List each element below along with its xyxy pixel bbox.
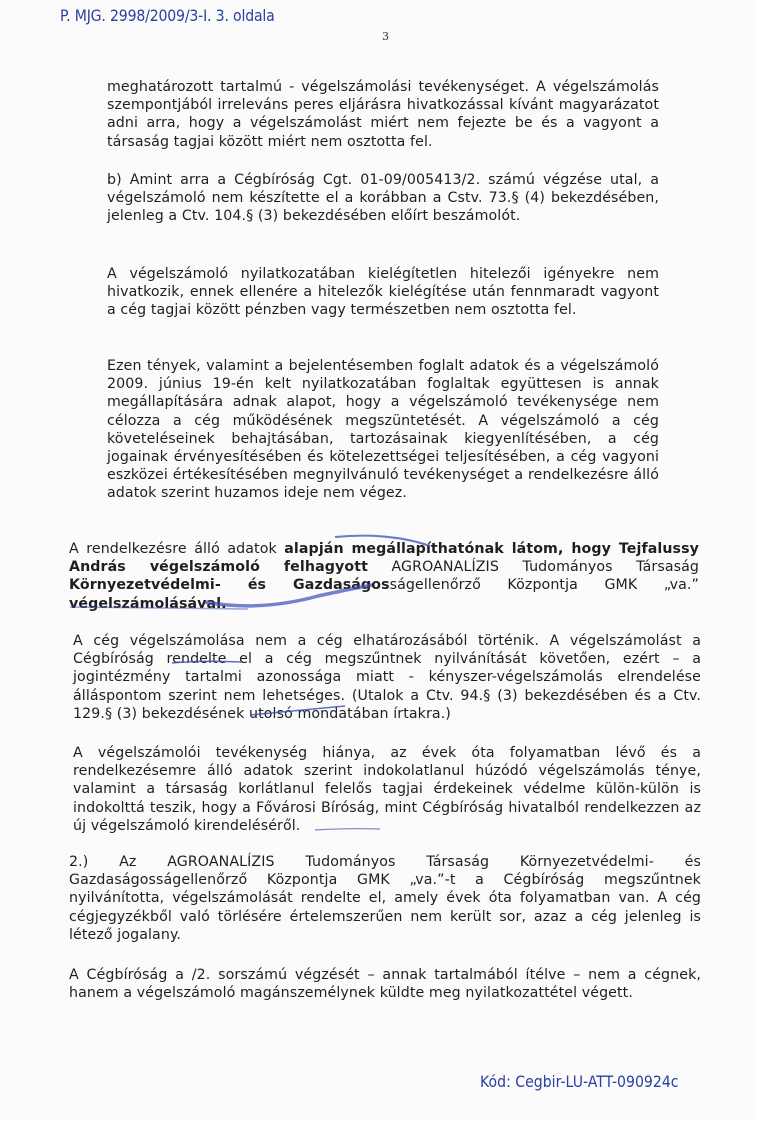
paragraph-5-text-b: AGROANALÍZIS Tudományos Társaság [367,559,700,576]
case-number-stamp: P. MJG. 2998/2009/3-I. 3. oldala [60,6,275,25]
paragraph-2: b) Amint arra a Cégbíróság Cgt. 01-09/005413/2. számú végzése utal, a végelszámoló nem készítette el a korábban a Cstv. 73.§ (4) bekezdésében, jelenleg a Ctv. 104.§ (3) bekezdésében előírt beszámolót. [107,172,659,225]
paragraph-5-bold-b: Környezetvédelmi- és Gazdaságos [69,577,390,594]
paragraph-8: 2.) Az AGROANALÍZIS Tudományos Társaság Környezetvédelmi- és Gazdaságosságellenőrző Központja GMK „va.”-t a Cégbíróság megszűntnek nyilvánította, végelszámolását rendelte el, amely évek óta folyamatban van. A cég cégjegyzékből való törlésére értelemszerűen nem került sor, azaz a cég jelenleg is létező jogalany. [69,854,701,943]
paragraph-9: A Cégbíróság a /2. sorszámú végzését – annak tartalmából ítélve – nem a cégnek, hanem a végelszámoló magánszemélynek küldte meg nyilatkozattétel végett. [69,967,701,1002]
paragraph-4: Ezen tények, valamint a bejelentésemben foglalt adatok és a végelszámoló 2009. június 19-én kelt nyilatkozatában foglaltak együttesen is annak megállapítására adnak alapot, hogy a végelszámoló tevékenysége nem célozza a cég működésének megszüntetését. A végelszámoló a cég követeléseinek behajtásában, tartozásainak kiegyenlítésében, a cég jogainak érvényesítésében és kötelezettségei teljesítésében, a cég vagyoni eszközei értékesítésében megnyilvánuló tevékenységet a rendelkezésre álló adatok szerint huzamos ideje nem végez. [107,358,659,502]
paragraph-5-conclusion [69,540,699,613]
paragraph-7: A végelszámolói tevékenység hiánya, az évek óta folyamatban lévő és a rendelkezésemre álló adatok szerint indokolatlanul húzódó végelszámolás ténye, valamint a társaság korlátlanul felelős tagjai érdekeinek védelme külön-külön is indokolttá teszik, hogy a Fővárosi Bíróság, mint Cégbíróság hivatalból rendelkezzen az új végelszámoló kirendeléséről. [73,745,701,834]
document-code: Kód: Cegbir-LU-ATT-090924c [480,1072,679,1091]
paragraph-3: A végelszámoló nyilatkozatában kielégítetlen hitelezői igényekre nem hivatkozik, ennek ellenére a hitelezők kielégítése után fennmaradt vagyont a cég tagjai között pénzben vagy természetben nem osztotta fel. [107,266,659,319]
paragraph-5-text-a: A rendelkezésre álló adatok [69,541,285,557]
page-number: 3 [382,30,389,43]
paragraph-1: meghatározott tartalmú - végelszámolási tevékenységet. A végelszámolás szempontjából irreleváns peres eljárásra hivatkozással kívánt magyarázatot adni arra, hogy a végelszámolást miért nem fejezte be és a vagyont a társaság tagjai között miért nem osztotta fel. [107,79,659,150]
paragraph-6: A cég végelszámolása nem a cég elhatározásából történik. A végelszámolást a Cégbíróság rendelte el a cég megszűntnek nyilvánítását követően, ezért – a jogintézmény tartalmi azonossága miatt - kényszer-végelszámolás elrendelése álláspontom szerint nem lehetséges. (Utalok a Ctv. 94.§ (3) bekezdésében és a Ctv. 129.§ (3) bekezdésének utolsó mondatában írtakra.) [73,633,701,722]
paragraph-5-bold-c: végelszámolásával. [69,595,227,612]
paragraph-5-bold-a: alapján megállapíthatónak látom, hogy Tejfalussy András végelszámoló felhagyott [69,541,699,576]
paragraph-5-text-c: ságellenőrző Központja GMK „va.” [389,577,699,594]
